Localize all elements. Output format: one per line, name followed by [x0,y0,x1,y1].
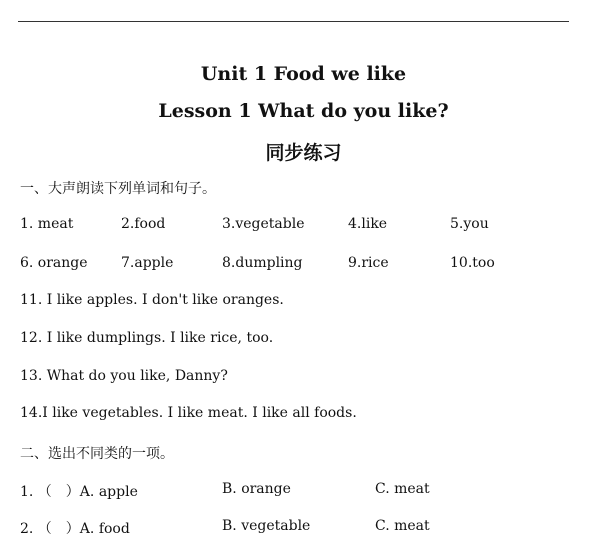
section-1-heading: 一、大声朗读下列单词和句子。 [20,181,216,197]
lesson-title: Lesson 1 What do you like? [158,100,449,122]
word-item: 2.food [121,216,166,232]
word-item: 9.rice [348,255,389,271]
practice-subtitle: 同步练习 [265,142,342,164]
sentence-14: 14.I like vegetables. I like meat. I like all foods. [20,405,357,421]
option-b: B. vegetable [222,518,311,534]
word-item: 7.apple [121,255,174,271]
top-rule [18,21,569,22]
option-c: C. meat [375,518,430,534]
word-item: 4.like [348,216,388,232]
word-item: 1. meat [20,216,74,232]
option-b: B. orange [222,481,291,497]
sentence-13: 13. What do you like, Danny? [20,368,228,384]
word-item: 6. orange [20,255,88,271]
section-2-heading: 二、选出不同类的一项。 [20,446,174,462]
question-stem: 2. （ ）A. food [20,521,130,537]
word-item: 10.too [450,255,495,271]
sentence-12: 12. I like dumplings. I like rice, too. [20,330,274,346]
option-c: C. meat [375,481,430,497]
sentence-11: 11. I like apples. I don't like oranges. [20,292,284,308]
word-item: 3.vegetable [222,216,305,232]
question-stem: 1. （ ）A. apple [20,484,138,500]
word-item: 5.you [450,216,489,232]
word-item: 8.dumpling [222,255,303,271]
unit-title: Unit 1 Food we like [200,63,407,85]
